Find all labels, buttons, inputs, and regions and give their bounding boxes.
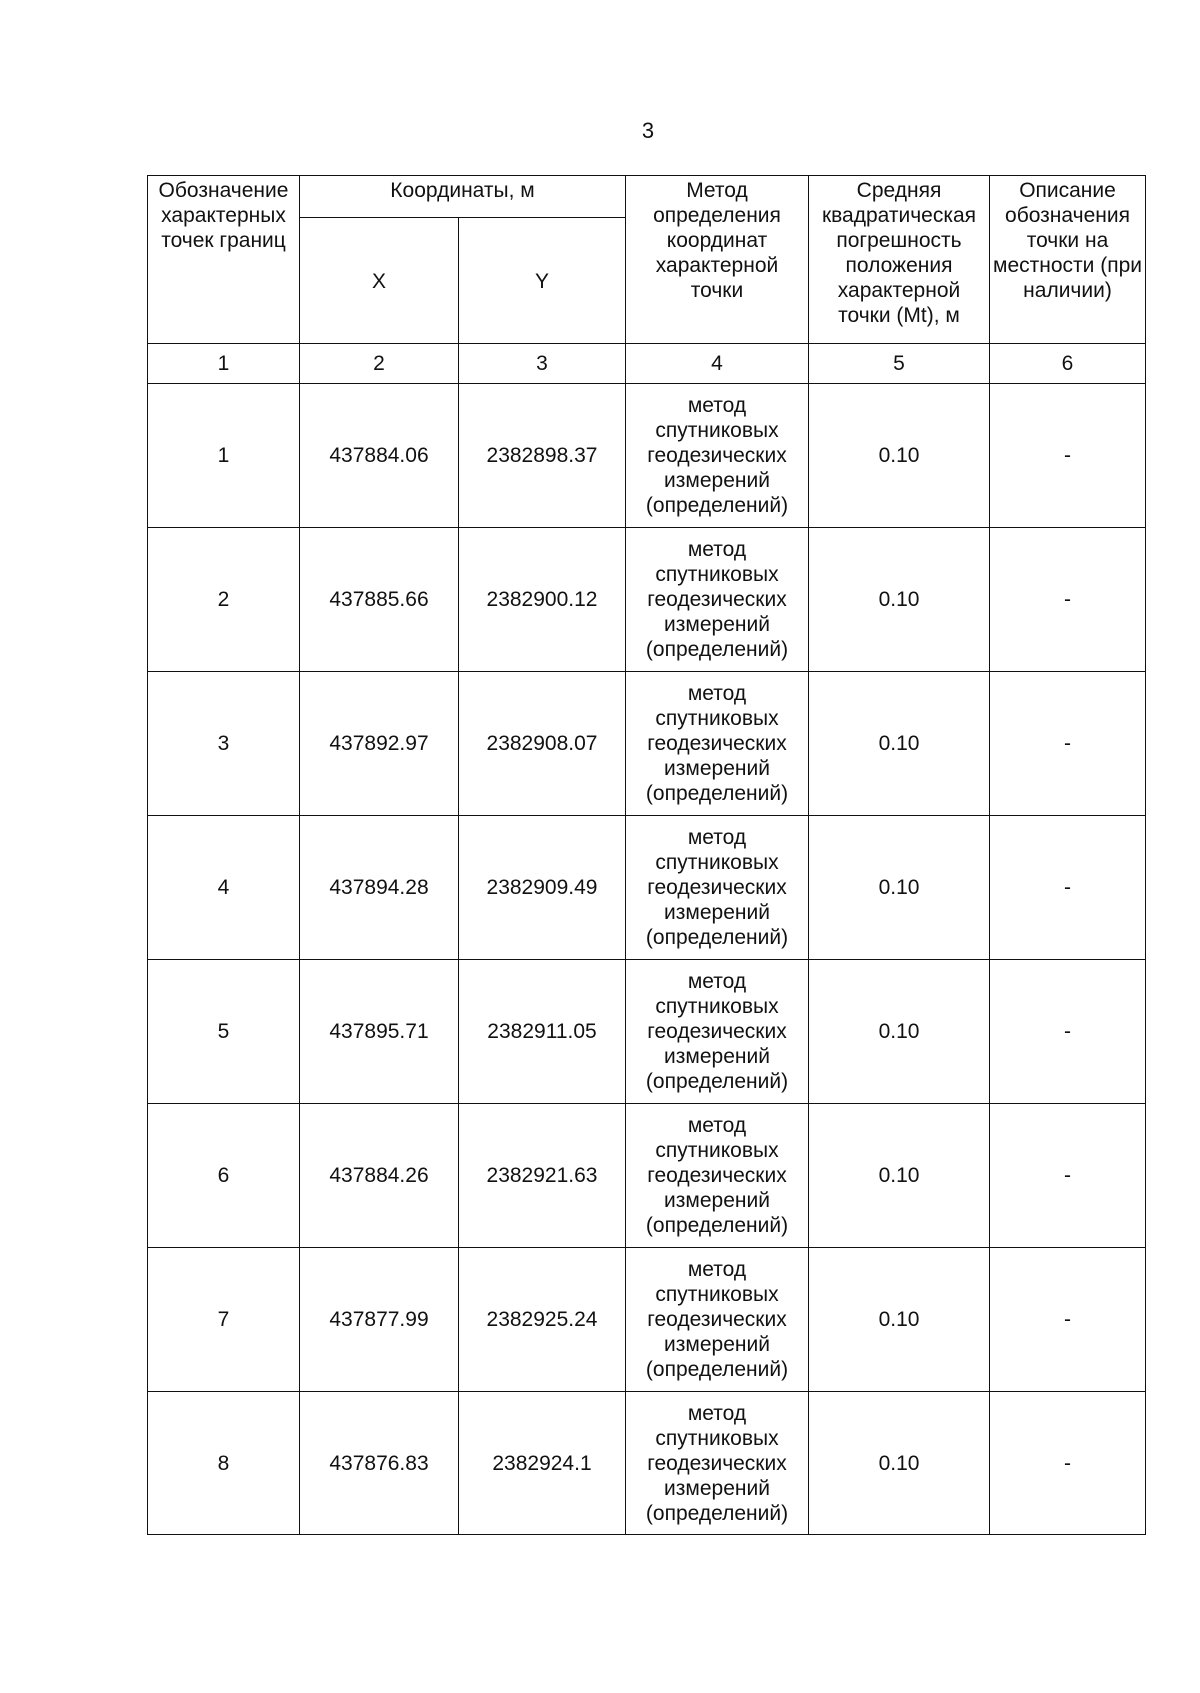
cell-x: 437894.28 xyxy=(300,816,459,960)
cell-y: 2382898.37 xyxy=(459,384,626,528)
table-row xyxy=(148,1248,1146,1392)
column-number: 1 xyxy=(148,344,300,384)
table-body xyxy=(148,384,1146,1535)
cell-y: 2382924.1 xyxy=(459,1392,626,1535)
header-y: Y xyxy=(459,218,626,344)
cell-x: 437877.99 xyxy=(300,1248,459,1392)
cell-error: 0.10 xyxy=(809,1104,990,1248)
cell-error: 0.10 xyxy=(809,1392,990,1535)
column-number: 4 xyxy=(626,344,809,384)
coordinates-table xyxy=(147,175,1146,1535)
cell-description: - xyxy=(990,1392,1146,1535)
cell-x: 437892.97 xyxy=(300,672,459,816)
cell-description: - xyxy=(990,384,1146,528)
cell-description: - xyxy=(990,1104,1146,1248)
cell-point: 3 xyxy=(148,672,300,816)
table-row xyxy=(148,960,1146,1104)
cell-y: 2382909.49 xyxy=(459,816,626,960)
cell-x: 437885.66 xyxy=(300,528,459,672)
cell-error: 0.10 xyxy=(809,672,990,816)
cell-point: 8 xyxy=(148,1392,300,1535)
cell-description: - xyxy=(990,1248,1146,1392)
table-row xyxy=(148,528,1146,672)
table-row xyxy=(148,1104,1146,1248)
cell-point: 6 xyxy=(148,1104,300,1248)
cell-description: - xyxy=(990,672,1146,816)
cell-description: - xyxy=(990,960,1146,1104)
cell-error: 0.10 xyxy=(809,960,990,1104)
header-error: Средняя квадратическая погрешность положения характерной точки (Mt), м xyxy=(809,176,990,344)
page-number: 3 xyxy=(641,118,655,143)
cell-x: 437895.71 xyxy=(300,960,459,1104)
header-x: X xyxy=(300,218,459,344)
cell-x: 437884.26 xyxy=(300,1104,459,1248)
cell-method: метод спутниковых геодезических измерений (определений) xyxy=(626,384,809,528)
cell-error: 0.10 xyxy=(809,384,990,528)
table-row xyxy=(148,816,1146,960)
table-header xyxy=(148,176,1146,384)
cell-point: 4 xyxy=(148,816,300,960)
cell-method: метод спутниковых геодезических измерений (определений) xyxy=(626,672,809,816)
table-row xyxy=(148,384,1146,528)
cell-description: - xyxy=(990,528,1146,672)
cell-y: 2382908.07 xyxy=(459,672,626,816)
cell-x: 437876.83 xyxy=(300,1392,459,1535)
cell-y: 2382900.12 xyxy=(459,528,626,672)
column-number: 6 xyxy=(990,344,1146,384)
cell-method: метод спутниковых геодезических измерений (определений) xyxy=(626,1248,809,1392)
cell-description: - xyxy=(990,816,1146,960)
header-point: Обозначение характерных точек границ xyxy=(148,176,300,344)
header-method: Метод определения координат характерной точки xyxy=(626,176,809,344)
cell-point: 2 xyxy=(148,528,300,672)
column-number: 3 xyxy=(459,344,626,384)
cell-point: 5 xyxy=(148,960,300,1104)
cell-error: 0.10 xyxy=(809,816,990,960)
table-row xyxy=(148,1392,1146,1535)
cell-error: 0.10 xyxy=(809,528,990,672)
header-description: Описание обозначения точки на местности (при наличии) xyxy=(990,176,1146,344)
header-coordinates: Координаты, м xyxy=(300,176,626,218)
cell-method: метод спутниковых геодезических измерений (определений) xyxy=(626,816,809,960)
cell-method: метод спутниковых геодезических измерений (определений) xyxy=(626,1392,809,1535)
column-number: 2 xyxy=(300,344,459,384)
cell-error: 0.10 xyxy=(809,1248,990,1392)
cell-point: 1 xyxy=(148,384,300,528)
column-numbers-row xyxy=(148,344,1146,384)
cell-point: 7 xyxy=(148,1248,300,1392)
cell-y: 2382911.05 xyxy=(459,960,626,1104)
cell-x: 437884.06 xyxy=(300,384,459,528)
table-row xyxy=(148,672,1146,816)
cell-y: 2382921.63 xyxy=(459,1104,626,1248)
cell-method: метод спутниковых геодезических измерений (определений) xyxy=(626,960,809,1104)
cell-method: метод спутниковых геодезических измерений (определений) xyxy=(626,1104,809,1248)
cell-method: метод спутниковых геодезических измерений (определений) xyxy=(626,528,809,672)
column-number: 5 xyxy=(809,344,990,384)
cell-y: 2382925.24 xyxy=(459,1248,626,1392)
